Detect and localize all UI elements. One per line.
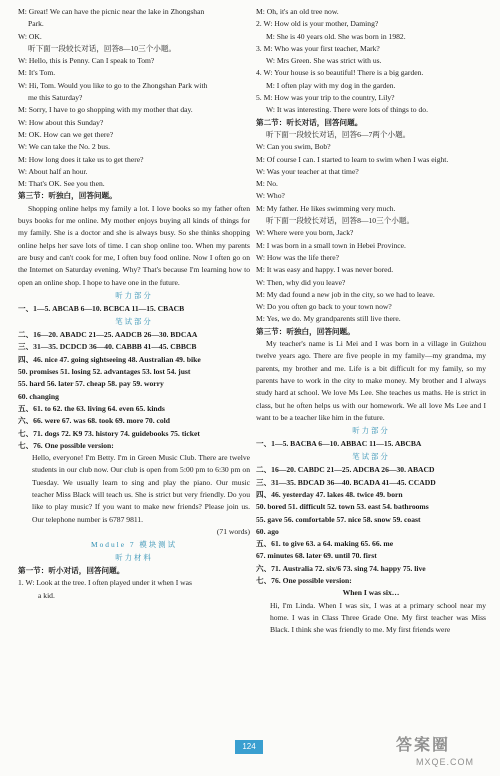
right-line-19: M: I was born in a small town in Hebei Province. — [256, 240, 406, 250]
left-line-32: Module 7 模块测试 — [91, 540, 177, 550]
right-line-33: 四、46. yesterday 47. lakes 48. twice 49. born — [256, 489, 403, 499]
right-line-26: 第三节：听独白，回答问题。 — [256, 326, 355, 336]
left-line-26: 五、61. to 62. the 63. living 64. even 65. kinds — [18, 403, 165, 413]
watermark-top-text: 答案圈 — [396, 737, 451, 754]
left-line-13: W: About half an hour. — [18, 166, 88, 176]
right-line-35: 55. gave 56. comfortable 57. nice 58. snow 59. coast — [256, 514, 421, 524]
right-line-27: My teacher's name is Li Mei and I was born in a village in Guizhou twelve years ago. There are five people in my family—my grandma, my parents, my brother and me. Life is a bit difficult for my family, so my parents have to work in the city to make money. My brother and I always study hard at school. We love Ms Lee. She teaches us maths. He is strict in class, but he often helps us with our homework. We all love Ms Lee and I want to be a teacher like him in the future. — [256, 339, 486, 422]
left-line-8: M: Sorry, I have to go shopping with my mother that day. — [18, 105, 193, 115]
left-line-19: 笔试部分 — [115, 317, 153, 327]
right-line-31: 二、16—20. CABDC 21—25. ADCBA 26—30. ABACD — [256, 465, 435, 475]
left-line-23: 50. promises 51. losing 52. advantages 53. lost 54. just — [18, 367, 191, 377]
left-line-2: W: OK. — [18, 31, 42, 41]
left-line-34: 第一节：听小对话，回答问题。 — [18, 566, 125, 576]
right-line-17: 听下面一段较长对话，回答8—10三个小题。 — [266, 216, 415, 226]
right-line-39: 六、71. Australia 72. six/6 73. sing 74. happy 75. live — [256, 563, 426, 573]
left-line-12: M: How long does it take us to get there? — [18, 154, 144, 164]
left-line-22: 四、46. nice 47. going sightseeing 48. Australian 49. bike — [18, 354, 201, 364]
left-line-9: W: How about this Sunday? — [18, 117, 104, 127]
right-line-18: W: Where were you born, Jack? — [256, 228, 354, 238]
right-line-23: M: My dad found a new job in the city, so we had to leave. — [256, 289, 435, 299]
left-line-14: M: That's OK. See you then. — [18, 179, 105, 189]
right-line-22: W: Then, why did you leave? — [256, 277, 346, 287]
left-line-33: 听力材料 — [115, 553, 153, 563]
right-line-28: 听力部分 — [352, 426, 390, 436]
right-line-4: W: Mrs Green. She was strict with us. — [266, 56, 382, 66]
left-line-29: 七、76. One possible version: — [18, 440, 114, 450]
left-line-4: W: Hello, this is Penny. Can I speak to Tom? — [18, 56, 155, 66]
right-line-25: M: Yes, we do. My grandparents still live there. — [256, 314, 401, 324]
right-line-1: 2. W: How old is your mother, Daming? — [256, 19, 379, 29]
left-line-31: (71 words) — [216, 526, 250, 536]
left-line-35: 1. W: Look at the tree. I often played under it when I was — [18, 578, 192, 588]
right-line-41: When I was six… — [342, 588, 400, 598]
right-line-2: M: She is 40 years old. She was born in 1982. — [266, 31, 406, 41]
right-line-6: M: I often play with my dog in the garden. — [266, 80, 396, 90]
right-line-37: 五、61. to give 63. a 64. making 65. 66. me — [256, 539, 394, 549]
left-line-21: 三、31—35. DCDCD 36—40. CABBB 41—45. CBBCB — [18, 342, 197, 352]
right-line-10: 听下面一段较长对话，回答6—7两个小题。 — [266, 129, 411, 139]
right-line-7: 5. M: How was your trip to the country, Lily? — [256, 93, 395, 103]
left-line-36: a kid. — [38, 590, 55, 600]
right-line-32: 三、31—35. BDCAD 36—40. BCADA 41—45. CCADD — [256, 477, 436, 487]
left-line-27: 六、66. were 67. was 68. took 69. more 70. cold — [18, 416, 171, 426]
left-line-17: 听力部分 — [115, 290, 153, 300]
right-line-13: W: Was your teacher at that time? — [256, 166, 359, 176]
page-number: 124 — [235, 740, 263, 754]
left-line-30: Hello, everyone! I'm Betty. I'm in Green Music Club. There are twelve students in our club now. Our club is open from 5:00 pm to 6:30 pm on Tuesday. We usually learn to sing and play the piano. Our music teacher Miss Black will teach us. She is strict but very friendly. Do you like to play music? If you want to make new friends? Please join us. Our telephone number is 6787 9811. — [32, 453, 250, 524]
right-line-36: 60. ago — [256, 526, 279, 536]
right-line-9: 第二节：听长对话，回答问题。 — [256, 117, 363, 127]
right-line-8: W: It was interesting. There were lots of things to do. — [266, 105, 428, 115]
right-line-30: 笔试部分 — [352, 452, 390, 462]
left-line-3: 听下面一段较长对话，回答8—10三个小题。 — [28, 43, 177, 53]
right-line-12: M: Of course I can. I started to learn to swim when I was eight. — [256, 154, 449, 164]
right-column — [256, 6, 486, 637]
left-line-6: W: Hi, Tom. Would you like to go to the Zhongshan Park with — [18, 80, 208, 90]
right-line-42: Hi, I'm Linda. When I was six, I was at a primary school near my home. I was in Class Three Grade One. My first teacher was Miss Black. I think she was friendly to me. My first friends were — [270, 600, 486, 635]
right-line-21: M: It was easy and happy. I was never bored. — [256, 265, 394, 275]
right-line-14: M: No. — [256, 179, 278, 189]
left-line-28: 七、71. dogs 72. K9 73. history 74. guidebooks 75. ticket — [18, 428, 200, 438]
right-line-3: 3. M: Who was your first teacher, Mark? — [256, 43, 380, 53]
right-line-16: M: My father. He likes swimming very much. — [256, 203, 396, 213]
right-line-38: 67. minutes 68. later 69. until 70. first — [256, 551, 377, 561]
right-line-40: 七、76. One possible version: — [256, 576, 352, 586]
left-line-10: M: OK. How can we get there? — [18, 129, 114, 139]
left-line-0: M: Great! We can have the picnic near the lake in Zhongshan — [18, 7, 205, 16]
right-line-11: W: Can you swim, Bob? — [256, 142, 331, 152]
right-line-0: M: Oh, it's an old tree now. — [256, 7, 339, 16]
left-line-1: Park. — [28, 19, 44, 29]
left-line-24: 55. hard 56. later 57. cheap 58. pay 59. worry — [18, 379, 164, 389]
left-line-25: 60. changing — [18, 391, 59, 401]
left-line-20: 二、16—20. ABADC 21—25. AADCB 26—30. BDCAA — [18, 330, 198, 340]
right-line-20: W: How was the life there? — [256, 252, 340, 262]
left-column — [18, 6, 250, 602]
right-line-15: W: Who? — [256, 191, 285, 201]
left-line-11: W: We can take the No. 2 bus. — [18, 142, 110, 152]
left-line-15: 第三节：听独白，回答问题。 — [18, 191, 117, 201]
right-line-34: 50. bored 51. difficult 52. town 53. east 54. bathrooms — [256, 502, 429, 512]
left-line-5: M: It's Tom. — [18, 68, 56, 78]
right-line-29: 一、1—5. BACBA 6—10. ABBAC 11—15. ABCBA — [256, 439, 422, 449]
watermark-logo — [396, 736, 492, 774]
right-line-24: W: Do you often go back to your town now? — [256, 302, 392, 312]
right-line-5: 4. W: Your house is so beautiful! There is a big garden. — [256, 68, 424, 78]
left-line-18: 一、1—5. ABCAB 6—10. BCBCA 11—15. CBACB — [18, 303, 185, 313]
left-line-7: me this Saturday? — [28, 93, 83, 103]
watermark-bottom-text: MXQE.COM — [416, 757, 475, 767]
left-line-16: Shopping online helps my family a lot. I love books so my father often buys books for me online. My mother enjoys buying all kinds of things for my family. She is a doctor and she is always busy. So she thinks shopping online helps her save lots of time. I can shop online too. When my parents are busy and can't cook for me, I often buy food online. Now I often go on the Internet on Saturday evening. Why? That's because I'm learning how to open an online shop. I hope to have one in the future. — [18, 203, 250, 287]
